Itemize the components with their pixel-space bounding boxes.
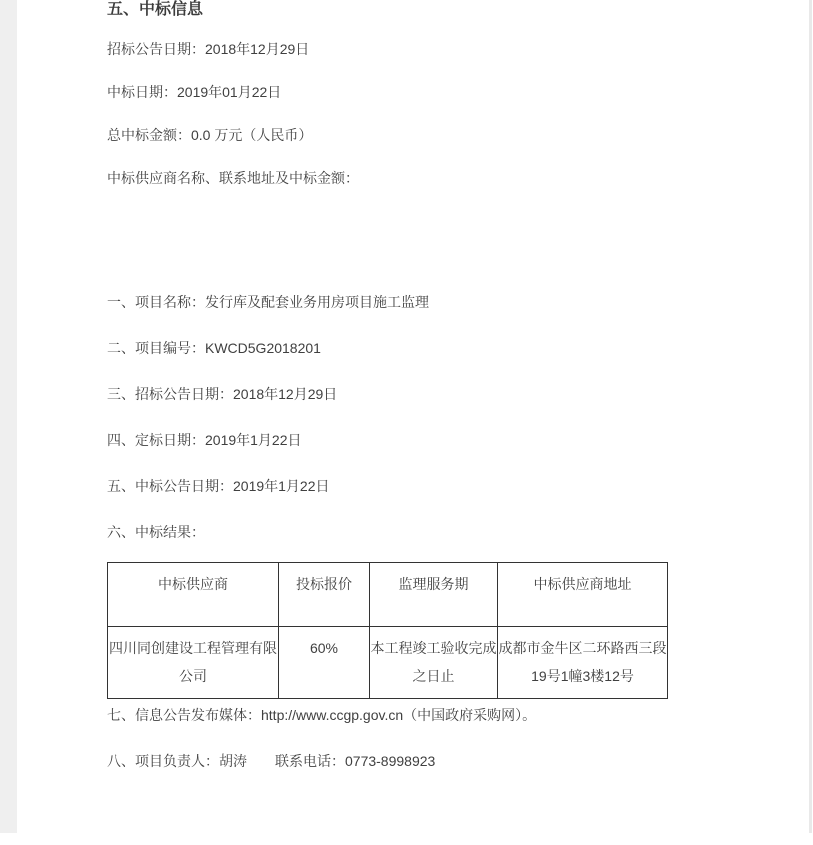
cell-winning-supplier: 四川同创建设工程管理有限公司 bbox=[108, 627, 279, 699]
cell-bid-price: 60% bbox=[279, 627, 370, 699]
table-header-row bbox=[108, 563, 668, 627]
page-left-gutter bbox=[0, 0, 17, 833]
cell-supplier-address: 成都市金牛区二环路西三段19号1幢3楼12号 bbox=[498, 627, 668, 699]
tender-announcement-date-line: 招标公告日期：2018年12月29日 bbox=[107, 41, 310, 57]
total-award-amount-line: 总中标金额：0.0 万元（人民币） bbox=[107, 127, 313, 143]
project-name-line: 一、项目名称：发行库及配套业务用房项目施工监理 bbox=[107, 294, 429, 310]
page-right-gutter bbox=[809, 0, 812, 833]
header-bid-price: 投标报价 bbox=[279, 563, 370, 627]
section-title-bid-info: 五、中标信息 bbox=[107, 1, 204, 18]
project-manager-contact-line: 八、项目负责人：胡涛 联系电话：0773-8998923 bbox=[107, 753, 436, 769]
cell-supervision-period: 本工程竣工验收完成之日止 bbox=[370, 627, 498, 699]
award-announcement-date-line: 五、中标公告日期：2019年1月22日 bbox=[107, 478, 330, 494]
table-row bbox=[108, 627, 668, 699]
award-date-line: 中标日期：2019年01月22日 bbox=[107, 84, 282, 100]
project-number-line: 二、项目编号：KWCD5G2018201 bbox=[107, 340, 321, 356]
header-supervision-period: 监理服务期 bbox=[370, 563, 498, 627]
tender-notice-date-line: 三、招标公告日期：2018年12月29日 bbox=[107, 386, 338, 402]
award-result-label-line: 六、中标结果： bbox=[107, 524, 205, 540]
header-supplier-address: 中标供应商地址 bbox=[498, 563, 668, 627]
bid-result-table bbox=[107, 562, 668, 699]
decision-date-line: 四、定标日期：2019年1月22日 bbox=[107, 432, 302, 448]
header-winning-supplier: 中标供应商 bbox=[108, 563, 279, 627]
supplier-info-intro-line: 中标供应商名称、联系地址及中标金额： bbox=[107, 170, 359, 186]
publication-media-line: 七、信息公告发布媒体：http://www.ccgp.gov.cn（中国政府采购网）。 bbox=[107, 707, 537, 723]
announcement-document bbox=[107, 0, 707, 769]
